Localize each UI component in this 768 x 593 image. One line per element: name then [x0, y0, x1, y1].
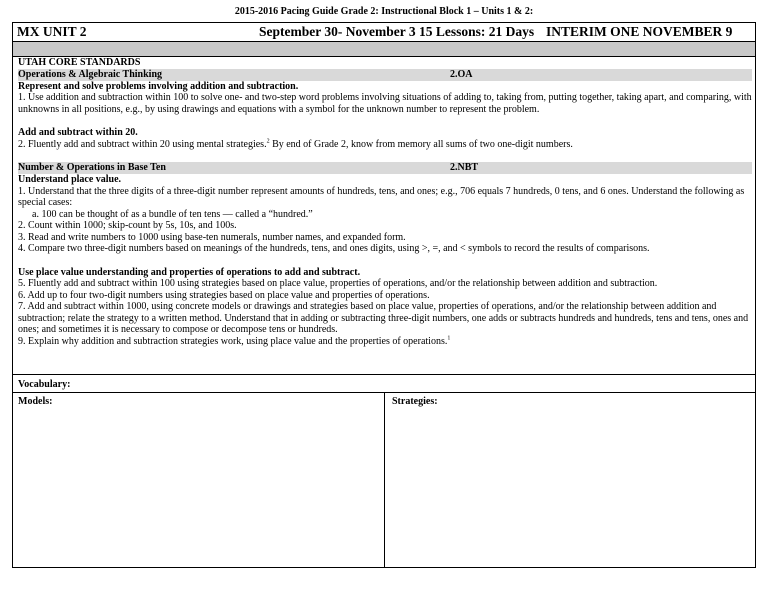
- standard-item: 1. Understand that the three digits of a three-digit number represent amounts of hundreds, tens, and ones; e.g., 706 equals 7 hundreds, 0 tens, and 6 ones. Understand the following as special cases:: [18, 185, 745, 208]
- domain-bar-oa: [18, 69, 752, 81]
- standard-item: 9. Explain why addition and subtraction strategies work, using place value and the properties of operations.$^1$: [18, 335, 451, 347]
- standard-item: 3. Read and write numbers to 1000 using base-ten numerals, number names, and expanded form.: [18, 231, 406, 243]
- footnote-marker: 1: [447, 335, 451, 342]
- standard-item: 5. Fluently add and subtract within 100 using strategies based on place value, properties of operations, and/or the relationship between addition and subtraction.: [18, 278, 658, 289]
- cluster-heading: Understand place value.: [18, 174, 122, 185]
- domain-code-oa: 2.OA: [450, 68, 473, 80]
- unit-dates: September 30- November 3 15 Lessons: 21 Days: [259, 24, 535, 39]
- vocabulary-label: Vocabulary:: [18, 379, 71, 390]
- unit-header: [12, 22, 756, 42]
- cluster-heading: Use place value understanding and properties of operations to add and subtract.: [18, 266, 361, 278]
- standards-heading: UTAH CORE STANDARDS: [18, 57, 141, 68]
- standard-subitem: a. 100 can be thought of as a bundle of ten tens — called a “hundred.”: [32, 208, 313, 220]
- standard-item: 2. Count within 1000; skip-count by 5s, 10s, and 100s.: [18, 220, 237, 231]
- standard-item: 2. Fluently add and subtract within 20 using mental strategies.$^2$ By end of Grade 2, know from memory all sums of two one-digit numbers.: [18, 138, 573, 150]
- document-title: 2015-2016 Pacing Guide Grade 2: Instructional Block 1 – Units 1 & 2:: [234, 6, 534, 17]
- cluster-heading: Represent and solve problems involving addition and subtraction.: [18, 80, 299, 92]
- vocabulary-row: [12, 375, 756, 393]
- standards-section: [12, 57, 756, 375]
- strategies-cell: [384, 393, 756, 568]
- cluster-heading: Add and subtract within 20.: [18, 127, 138, 138]
- gray-divider: [12, 42, 756, 57]
- standard-item: 4. Compare two three-digit numbers based on meanings of the hundreds, tens, and ones digits, using >, =, and < symbols to record the results of comparisons.: [18, 243, 650, 254]
- strategies-label: Strategies:: [392, 396, 438, 407]
- domain-code-nbt: 2.NBT: [450, 162, 479, 173]
- interim-date: INTERIM ONE NOVEMBER 9: [546, 24, 733, 39]
- footnote-marker: 2: [266, 138, 270, 145]
- models-label: Models:: [18, 396, 53, 407]
- domain-name-oa: Operations & Algebraic Thinking: [18, 68, 163, 80]
- domain-name-nbt: Number & Operations in Base Ten: [18, 162, 166, 173]
- standard-item: 6. Add up to four two-digit numbers using strategies based on place value and properties of operations.: [18, 289, 430, 301]
- models-cell: [12, 393, 385, 568]
- standard-item: 7. Add and subtract within 1000, using concrete models or drawings and strategies based on place value, properties of operations, and/or the relationship between addition and subtraction; relate the strategy to a written method. Understand that in adding or subtracting three-digit numbers, one adds or subtracts hundreds and hundreds, tens and tens, ones and ones; and sometimes it is necessary to compose or decompose tens or hundreds.: [18, 301, 749, 335]
- standard-item: 1. Use addition and subtraction within 100 to solve one- and two-step word problems involving situations of adding to, taking from, putting together, taking apart, and comparing, with unknowns in all positions, e.g., by using drawings and equations with a symbol for the unknown number to represent the problem.: [18, 92, 752, 115]
- domain-bar-nbt: [18, 162, 752, 174]
- unit-name: MX UNIT 2: [17, 24, 87, 39]
